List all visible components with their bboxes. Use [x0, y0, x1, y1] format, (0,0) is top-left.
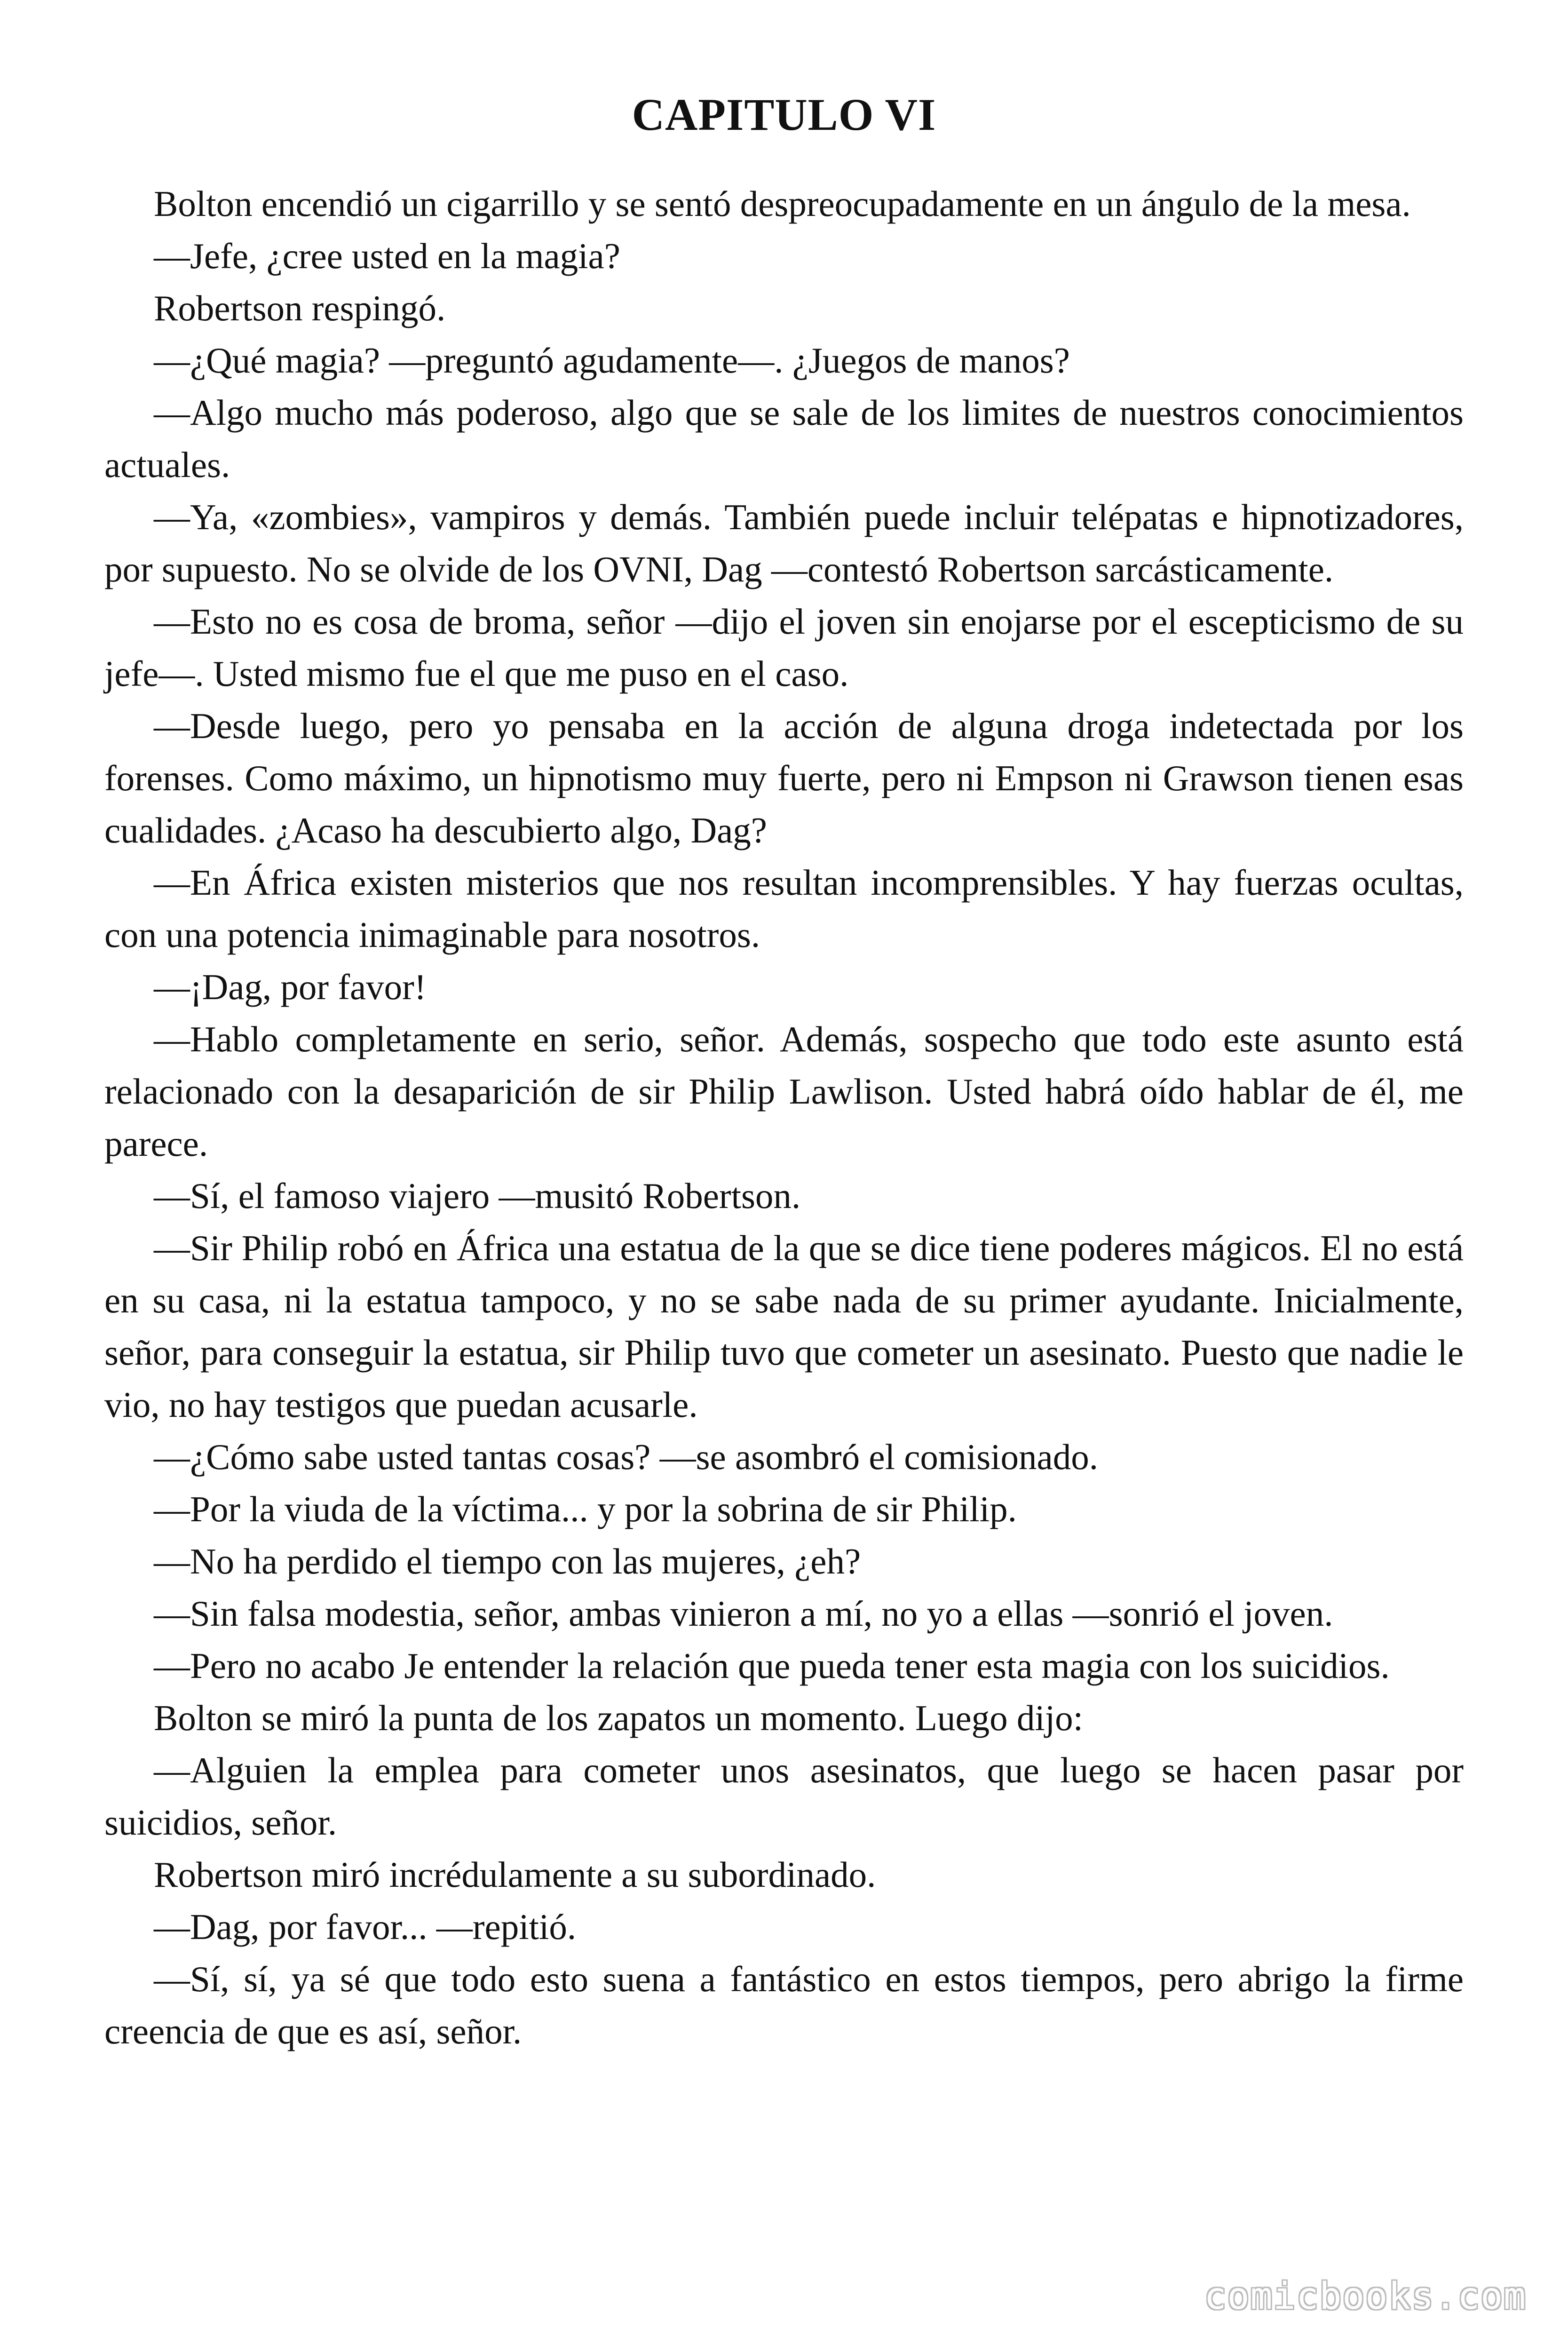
paragraph: —Alguien la emplea para cometer unos asesinatos, que luego se hacen pasar por suicidios, señor.	[104, 1750, 1464, 1843]
paragraph: —Esto no es cosa de broma, señor —dijo el joven sin enojarse por el escepticismo de su jefe—. Usted mismo fue el que me puso en el caso.	[104, 601, 1464, 694]
paragraph: —Algo mucho más poderoso, algo que se sale de los limites de nuestros conocimientos actuales.	[104, 392, 1464, 485]
paragraph: —¿Qué magia? —preguntó agudamente—. ¿Juegos de manos?	[154, 340, 1070, 381]
paragraph: —Dag, por favor... —repitió.	[154, 1907, 577, 1947]
paragraph: —Por la viuda de la víctima... y por la sobrina de sir Philip.	[154, 1489, 1017, 1529]
paragraph: —Desde luego, pero yo pensaba en la acción de alguna droga indetectada por los forenses. Como máximo, un hipnotismo muy fuerte, pero ni Empson ni Grawson tienen esas cualidades. ¿Acaso ha descubierto algo, Dag?	[104, 706, 1464, 850]
chapter-title: CAPITULO VI	[632, 89, 936, 140]
paragraph: —En África existen misterios que nos resultan incomprensibles. Y hay fuerzas ocultas, con una potencia inimaginable para nosotros.	[104, 862, 1464, 955]
paragraph: —No ha perdido el tiempo con las mujeres, ¿eh?	[154, 1541, 861, 1581]
paragraph: Robertson miró incrédulamente a su subordinado.	[154, 1854, 876, 1895]
paragraph: —Hablo completamente en serio, señor. Además, sospecho que todo este asunto está relacionado con la desaparición de sir Philip Lawlison. Usted habrá oído hablar de él, me parece.	[104, 1019, 1464, 1164]
paragraph: —¿Cómo sabe usted tantas cosas? —se asombró el comisionado.	[154, 1437, 1098, 1477]
paragraph: —Pero no acabo Je entender la relación que pueda tener esta magia con los suicidios.	[154, 1645, 1390, 1686]
paragraph: —¡Dag, por favor!	[154, 967, 427, 1007]
paragraph: —Sí, sí, ya sé que todo esto suena a fantástico en estos tiempos, pero abrigo la firme creencia de que es así, señor.	[104, 1959, 1464, 2051]
paragraph: —Ya, «zombies», vampiros y demás. También puede incluir telépatas e hipnotizadores, por supuesto. No se olvide de los OVNI, Dag —contestó Robertson sarcásticamente.	[104, 497, 1464, 589]
chapter-body	[104, 178, 1464, 2058]
paragraph: Robertson respingó.	[154, 288, 446, 328]
paragraph: —Sin falsa modestia, señor, ambas vinieron a mí, no yo a ellas —sonrió el joven.	[154, 1593, 1333, 1634]
paragraph: —Sir Philip robó en África una estatua de la que se dice tiene poderes mágicos. El no está en su casa, ni la estatua tampoco, y no se sabe nada de su primer ayudante. Inicialmente, señor, para conseguir la estatua, sir Philip tuvo que cometer un asesinato. Puesto que nadie le vio, no hay testigos que puedan acusarle.	[104, 1228, 1464, 1425]
paragraph: Bolton se miró la punta de los zapatos un momento. Luego dijo:	[154, 1698, 1084, 1738]
paragraph: —Sí, el famoso viajero —musitó Robertson.	[154, 1176, 801, 1216]
watermark-logo: comicbooks.com	[1204, 2275, 1527, 2318]
paragraph: Bolton encendió un cigarrillo y se sentó despreocupadamente en un ángulo de la mesa.	[154, 183, 1411, 224]
paragraph: —Jefe, ¿cree usted en la magia?	[154, 236, 620, 276]
